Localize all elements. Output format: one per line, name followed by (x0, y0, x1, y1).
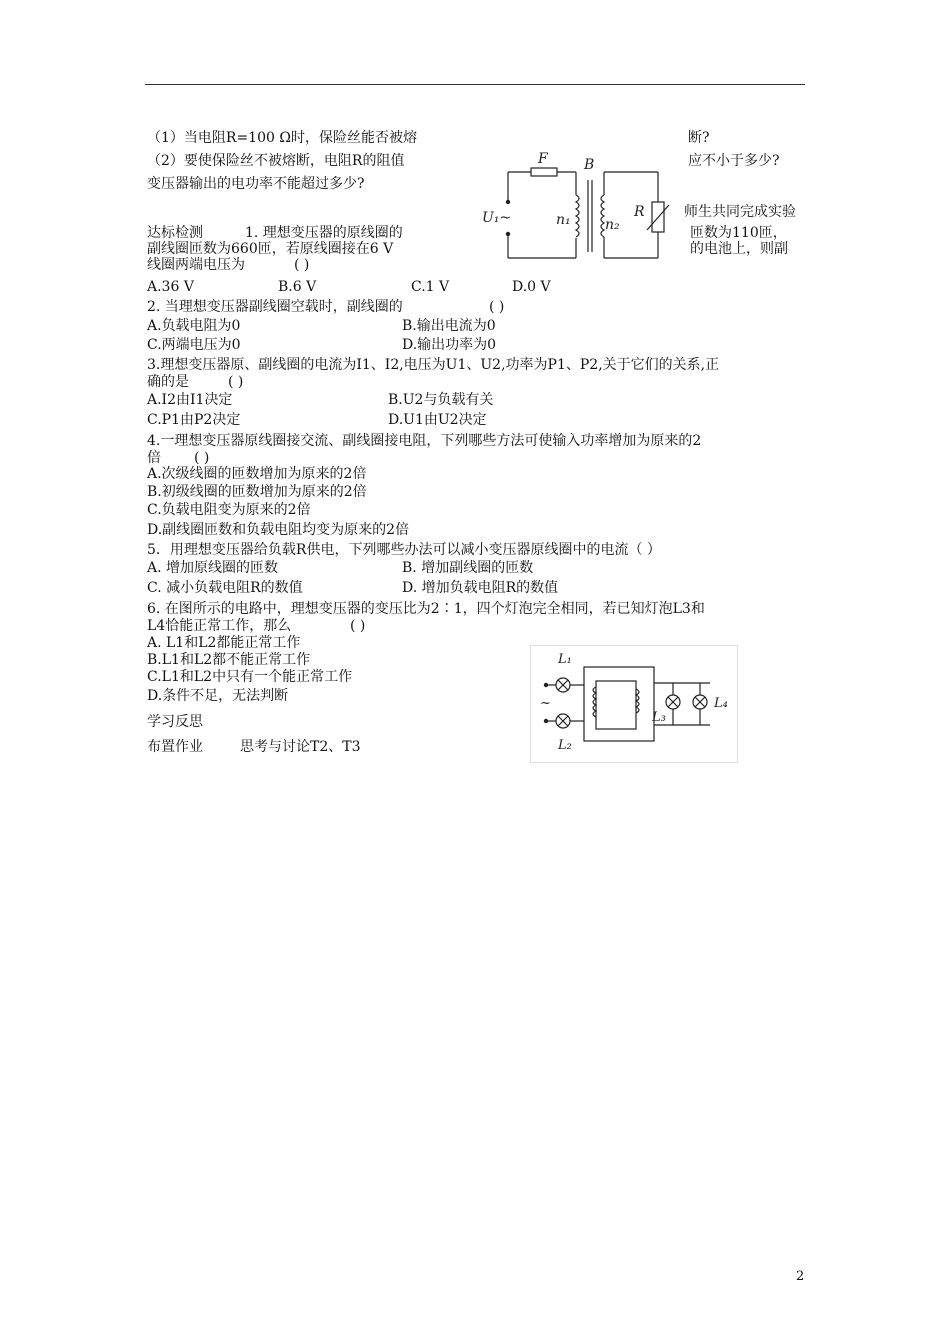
q4-option-b: B.初级线圈的匝数增加为原来的2倍 (147, 484, 367, 500)
check-q3-stem2: 确的是 (147, 374, 189, 390)
q4-option-d: D.副线圈匝数和负载电阻均变为原来的2倍 (147, 522, 410, 538)
check-q6-paren: ( ) (350, 618, 366, 634)
q5-option-a: A. 增加原线圈的匝数 (147, 560, 279, 576)
check-q1-line1: 1. 理想变压器的原线圈的 (245, 225, 403, 241)
q3-option-a: A.I2由I1决定 (147, 392, 233, 408)
ac-symbol: ~ (540, 696, 551, 711)
q1-right: 断? (688, 130, 710, 146)
q6-option-a: A. L1和L2都能正常工作 (147, 635, 301, 651)
check-q4-stem2: 倍 (147, 450, 161, 466)
check-q4-paren: ( ) (194, 450, 210, 466)
check-q3-paren: ( ) (228, 374, 244, 390)
q6-option-d: D.条件不足，无法判断 (147, 688, 289, 704)
check-q5-stem: 5．用理想变压器给负载R供电，下列哪些办法可以减小变压器原线圈中的电流（ ） (147, 542, 661, 558)
n1-label: n₁ (556, 212, 571, 228)
q3-option-c: C.P1由P2决定 (147, 412, 241, 428)
q2-option-c: C.两端电压为0 (147, 337, 241, 353)
bulb-circuit-figure (530, 645, 738, 763)
check-q2-paren: ( ) (489, 299, 505, 315)
n2-label: n₂ (605, 217, 620, 233)
transformer-label: B (584, 157, 595, 173)
q2-right: 应不小于多少? (688, 153, 780, 169)
l4-label: L₄ (714, 696, 728, 711)
q6-option-b: B.L1和L2都不能正常工作 (147, 652, 311, 668)
q5-option-c: C. 减小负载电阻R的数值 (147, 580, 303, 596)
check-q6-stem2: L4恰能正常工作，那么 (147, 618, 292, 634)
check-q2-stem: 2. 当理想变压器副线圈空载时，副线圈的 (147, 299, 403, 315)
check-q1-paren: ( ) (294, 257, 310, 273)
u1-label: U₁~ (482, 210, 512, 226)
q2-continuation: 变压器输出的电功率不能超过多少? (147, 176, 365, 192)
check-q6-stem1: 6. 在图所示的电路中，理想变压器的变压比为2∶1，四个灯泡完全相同，若已知灯泡L3和 (147, 601, 705, 617)
l3-label: L₃ (652, 710, 666, 725)
q4-option-a: A.次级线圈的匝数增加为原来的2倍 (147, 466, 367, 482)
q4-option-c: C.负载电阻变为原来的2倍 (147, 502, 311, 518)
homework-label: 布置作业 (147, 739, 203, 755)
check-q3-stem1: 3.理想变压器原、副线圈的电流为I1、I2,电压为U1、U2,功率为P1、P2,关于它们的关系,正 (147, 357, 720, 373)
reflection-heading: 学习反思 (147, 714, 203, 730)
r-label: R (634, 204, 645, 220)
fuse-label: F (538, 151, 548, 167)
check-q1-line3-right: 的电池上，则副 (690, 241, 788, 257)
check-q1-right-top: 师生共同完成实验 (684, 204, 796, 220)
check-q1-line2-right: 匝数为110匝， (690, 225, 787, 241)
q2-option-d: D.输出功率为0 (402, 337, 497, 353)
check-q1-line2: 副线圈匝数为660匝，若原线圈接在6 V (147, 241, 394, 257)
l2-label: L₂ (558, 738, 572, 753)
page-number: 2 (796, 1269, 805, 1284)
q2-option-a: A.负载电阻为0 (147, 318, 241, 334)
q5-option-b: B. 增加副线圈的匝数 (402, 560, 534, 576)
transformer-circuit-figure (476, 150, 676, 265)
q1-option-b: B.6 V (278, 279, 317, 295)
q3-option-b: B.U2与负载有关 (388, 392, 494, 408)
q2-option-b: B.输出电流为0 (402, 318, 496, 334)
q1-left: （1）当电阻R=100 Ω时，保险丝能否被熔 (147, 130, 417, 146)
q1-option-a: A.36 V (147, 279, 194, 295)
q6-option-c: C.L1和L2中只有一个能正常工作 (147, 669, 353, 685)
homework-text: 思考与讨论T2、T3 (240, 739, 361, 755)
check-q4-stem1: 4.一理想变压器原线圈接交流、副线圈接电阻，下列哪些方法可使输入功率增加为原来的2 (147, 433, 702, 449)
q1-option-c: C.1 V (411, 279, 450, 295)
q3-option-d: D.U1由U2决定 (388, 412, 487, 428)
header-rule (145, 84, 805, 85)
check-q1-line3: 线圈两端电压为 (147, 257, 245, 273)
q2-left: （2）要使保险丝不被熔断，电阻R的阻值 (147, 153, 405, 169)
q1-option-d: D.0 V (512, 279, 551, 295)
l1-label: L₁ (558, 652, 572, 667)
section-heading: 达标检测 (147, 225, 203, 241)
q5-option-d: D. 增加负载电阻R的数值 (402, 580, 559, 596)
